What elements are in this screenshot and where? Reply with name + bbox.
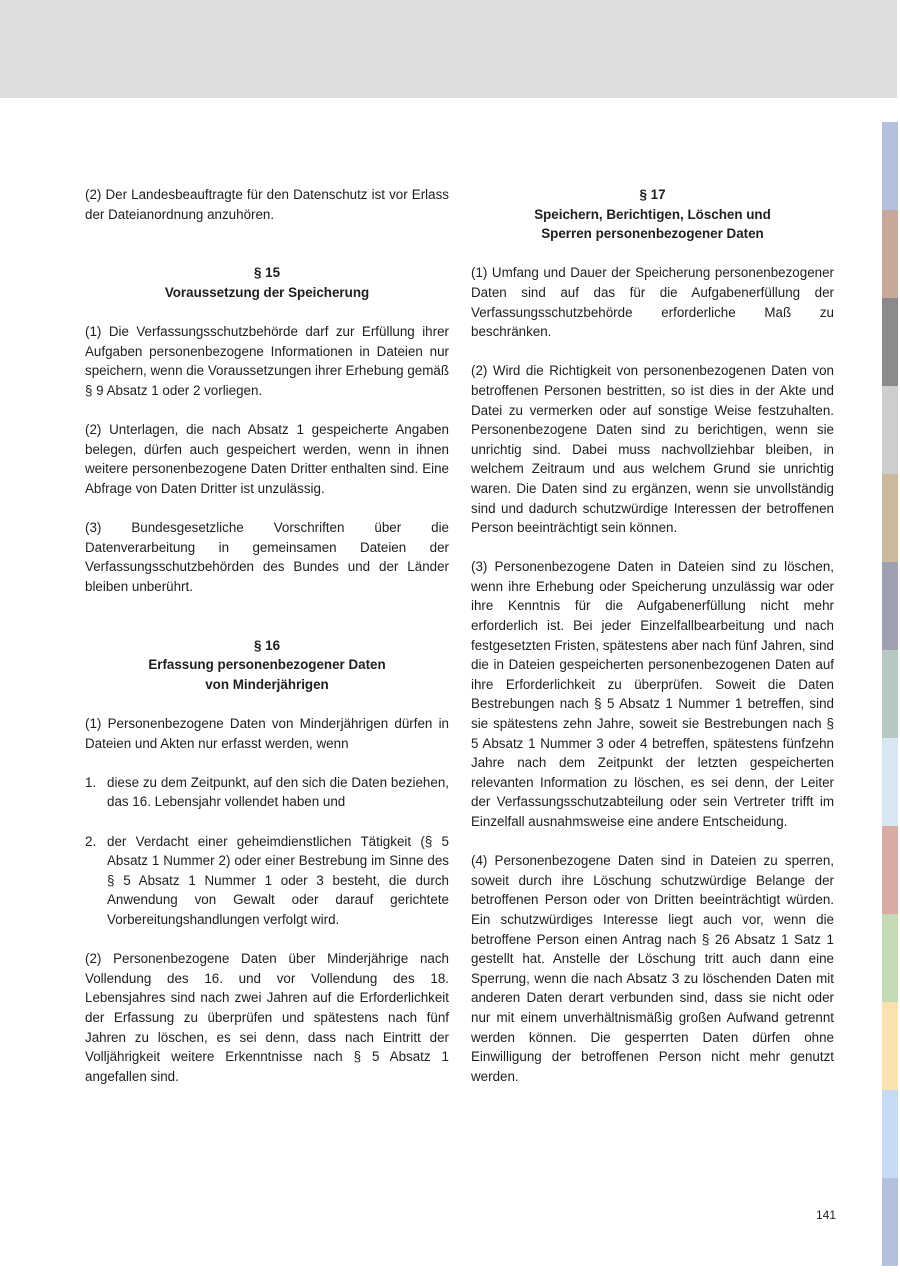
section-17-paragraph-2: (2) Wird die Richtigkeit von personenbezogenen Daten von betroffenen Personen bestritten, so ist dies in der Akte und Datei zu vermerken oder auf sonstige Weise festzuhalten. Personenbezogene Daten sind zu berichtigen, wenn sie unrichtig sind. Dabei muss nachvollziehbar bleiben, in welchem Zeitraum und aus welchem Grund sie unrichtig waren. Die Daten sind zu ergänzen, wenn sie unvollständig sind und dadurch schutzwürdige Interessen der betroffenen Person beeinträchtigt sein können. <box>471 363 834 536</box>
section-17-paragraph-3: (3) Personenbezogene Daten in Dateien sind zu löschen, wenn ihre Erhebung oder Speicherung unzulässig war oder ihre Kenntnis für die Aufgabenerfüllung nicht mehr erforderlich ist. Bei jeder Einzelfallbearbeitung und nach festgesetzten Fristen, spätestens aber nach fünf Jahren, sind die in Dateien gespeicherten personenbezogenen Daten auf ihre Erforderlichkeit zu überprüfen. Soweit die Daten Bestrebungen nach § 5 Absatz 1 Nummer 1 betreffen, sind sie spätestens zehn Jahre, soweit sie Bestrebungen nach § 5 Absatz 1 Nummer 3 oder 4 betreffen, spätestens fünfzehn Jahre nach dem Zeitpunkt der letzten gespeicherten relevanten Information zu löschen, es sei denn, der Leiter der Verfassungsschutzabteilung oder sein Vertreter trifft im Einzelfall ausnahmsweise eine andere Entscheidung. <box>471 559 834 829</box>
list-item-number: 1. <box>85 774 97 790</box>
section-15-paragraph-2: (2) Unterlagen, die nach Absatz 1 gespeicherte Angaben belegen, dürfen auch gespeichert werden, wenn in ihnen weitere personenbezogene Daten Dritter enthalten sind. Eine Abfrage von Daten Dritter ist unzulässig. <box>85 422 449 496</box>
chapter-tab-1 <box>882 122 898 210</box>
chapter-tab-13 <box>882 1178 898 1266</box>
list-item-number: 2. <box>85 833 97 849</box>
left-column <box>85 185 449 1086</box>
section-16-title-line-1: Erfassung personenbezogener Daten <box>148 657 386 673</box>
list-item <box>85 832 449 930</box>
page-number: 141 <box>815 1208 836 1222</box>
chapter-tab-4 <box>882 386 898 474</box>
chapter-tab-6 <box>882 562 898 650</box>
chapter-tab-5 <box>882 474 898 562</box>
section-15-title: Voraussetzung der Speicherung <box>164 284 370 300</box>
section-16-title-line-2: von Minderjährigen <box>205 676 329 692</box>
section-16-paragraph-1: (1) Personenbezogene Daten von Minderjährigen dürfen in Dateien und Akten nur erfasst werden, wenn <box>85 716 449 751</box>
chapter-tab-12 <box>882 1090 898 1178</box>
chapter-tab-8 <box>882 738 898 826</box>
section-17-title-line-2: Sperren personenbezogener Daten <box>541 226 764 242</box>
list-item-text: der Verdacht einer geheimdienstlichen Tätigkeit (§ 5 Absatz 1 Nummer 2) oder einer Bestrebung im Sinne des § 5 Absatz 1 Nummer 1 oder 3 besteht, die durch Anwendung von Gewalt oder darauf gerichtete Vorbereitungshandlungen verfolgt wird. <box>107 833 449 927</box>
chapter-tab-10 <box>882 914 898 1002</box>
header-band <box>0 0 897 98</box>
section-15-paragraph-3: (3) Bundesgesetzliche Vorschriften über die Datenverarbeitung in gemeinsamen Dateien der Verfassungsschutzbehörden des Bundes und der Länder bleiben unberührt. <box>85 520 449 594</box>
section-16-paragraph-2: (2) Personenbezogene Daten über Minderjährige nach Vollendung des 16. und vor Vollendung des 18. Lebensjahres sind nach zwei Jahren auf die Erforderlichkeit der Erfassung zu überprüfen und spätestens nach fünf Jahren zu löschen, es sei denn, dass nach Eintritt der Volljährigkeit weitere Erkenntnisse nach § 5 Absatz 1 angefallen sind. <box>85 951 449 1084</box>
section-17-number: § 17 <box>639 187 666 202</box>
section-17-paragraph-1: (1) Umfang und Dauer der Speicherung personenbezogener Daten sind auf das für die Aufgabenerfüllung der Verfassungsschutzbehörde erforderliche Maß zu beschränken. <box>471 265 834 340</box>
right-column <box>471 185 834 1086</box>
chapter-tab-11 <box>882 1002 898 1090</box>
section-15-paragraph-1: (1) Die Verfassungsschutzbehörde darf zur Erfüllung ihrer Aufgaben personenbezogene Informationen in Dateien nur speichern, wenn die Voraussetzungen ihrer Erhebung gemäß § 9 Absatz 1 oder 2 vorliegen. <box>85 324 450 398</box>
section-17-paragraph-4: (4) Personenbezogene Daten sind in Dateien zu sperren, soweit durch ihre Löschung schutzwürdige Belange der betroffenen Person oder von Dritten beeinträchtigt würden. Ein schutzwürdiges Interesse liegt auch vor, wenn die betroffene Person einen Antrag nach § 26 Absatz 1 Satz 1 gestellt hat. Anstelle der Löschung tritt auch dann eine Sperrung, wenn die nach Absatz 3 zu löschenden Daten mit anderen Daten derart verbunden sind, dass sie nicht oder nur mit einem unverhältnismäßig großen Aufwand getrennt werden können. Die gesperrten Daten dürfen ohne Einwilligung der betroffenen Person nicht mehr genutzt werden. <box>471 853 834 1084</box>
section-16-list <box>85 773 449 930</box>
chapter-tab-9 <box>882 826 898 914</box>
section-15-heading <box>85 263 449 302</box>
section-17-heading <box>471 185 834 244</box>
list-item <box>85 773 449 812</box>
chapter-tab-strip <box>882 122 898 1266</box>
chapter-tab-7 <box>882 650 898 738</box>
chapter-tab-2 <box>882 210 898 298</box>
section-16-heading <box>85 636 449 695</box>
list-item-text: diese zu dem Zeitpunkt, auf den sich die Daten beziehen, das 16. Lebensjahr vollendet haben und <box>107 774 449 810</box>
section-17-title-line-1: Speichern, Berichtigen, Löschen und <box>534 206 771 222</box>
chapter-tab-3 <box>882 298 898 386</box>
intro-paragraph: (2) Der Landesbeauftragte für den Datenschutz ist vor Erlass der Dateianordnung anzuhören. <box>85 187 449 222</box>
section-15-number: § 15 <box>253 265 281 281</box>
section-16-number: § 16 <box>253 637 281 653</box>
